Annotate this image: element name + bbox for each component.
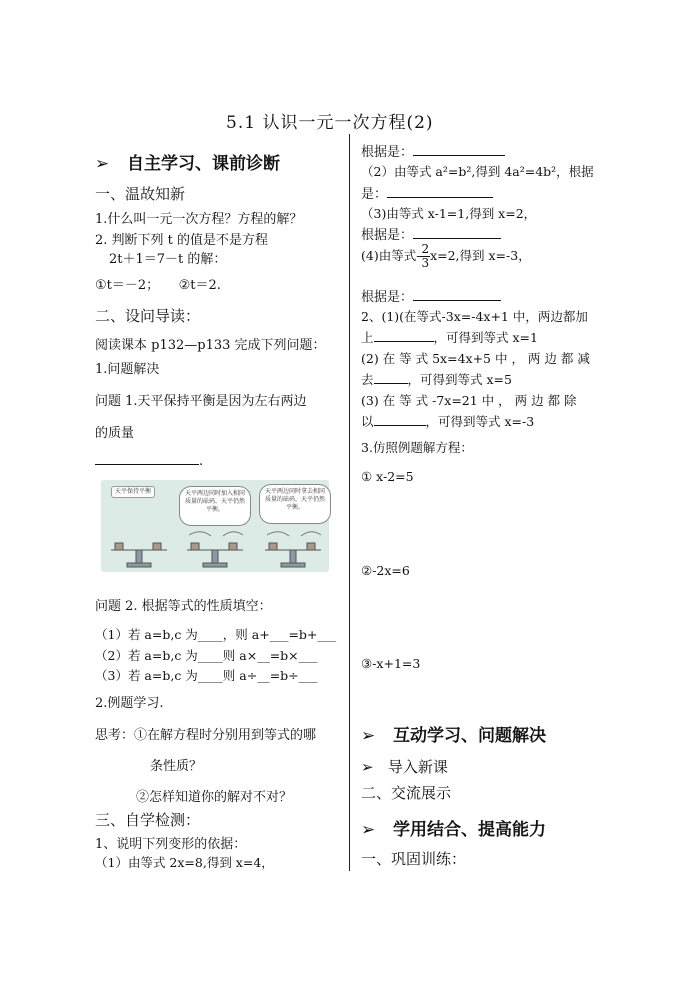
- column-divider: [349, 134, 350, 871]
- blank-period: .: [199, 454, 204, 469]
- review-heading: 一、温故知新: [95, 185, 186, 203]
- balance-scale-figure: [101, 480, 329, 572]
- fill-item-1: （1）若 a=b,c 为____，则 a+___=b+___: [95, 627, 337, 642]
- q2-1-line2: [361, 328, 538, 346]
- equation-1: ① x-2=5: [361, 469, 414, 484]
- label: ，可得到等式 x=1: [433, 330, 538, 345]
- sub-label: 导入新课: [387, 758, 448, 776]
- section-heading-interactive: [361, 721, 546, 746]
- arrow-bullet-icon: ➢: [361, 758, 374, 776]
- arrow-bullet-icon: ➢: [361, 820, 376, 840]
- basis-line-3: [361, 224, 501, 243]
- think-line3: ②怎样知道你的解对不对？: [136, 790, 293, 805]
- question1-line2: 的质量: [95, 426, 135, 441]
- balance-scales-icon: [101, 480, 329, 572]
- label: 上: [361, 330, 374, 345]
- section-heading-apply: [361, 815, 546, 840]
- answer-blank[interactable]: [374, 329, 434, 342]
- example-label: 2.例题学习.: [95, 696, 164, 711]
- think-line2: 条性质？: [150, 759, 203, 774]
- section-heading-label: 互动学习、问题解决: [393, 726, 547, 746]
- basis-label: 根据是：: [361, 290, 414, 305]
- question1-line1: 问题 1.天平保持平衡是因为左右两边: [95, 394, 307, 409]
- item-4-suffix: x=2,得到 x=-3，: [430, 248, 531, 263]
- question1-blank-line: [95, 452, 203, 469]
- sub-consolidate: 一、巩固训练：: [361, 850, 467, 868]
- label: 以: [361, 414, 374, 429]
- sub-exchange: 二、交流展示: [361, 784, 452, 802]
- section-heading-label: 学用结合、提高能力: [393, 820, 547, 840]
- answer-blank[interactable]: [413, 226, 501, 239]
- basis-line-4: [361, 286, 501, 305]
- label: 去: [361, 372, 374, 387]
- review-q2-options: ①t＝－2； ②t＝2.: [95, 278, 221, 293]
- basis-label: 是：: [361, 187, 388, 202]
- basis-label: 根据是：: [361, 228, 414, 243]
- item-3: （3)由等式 x-1=1,得到 x=2，: [361, 206, 537, 221]
- answer-blank[interactable]: [374, 413, 426, 426]
- guide-heading: 二、设问导读：: [95, 307, 201, 325]
- equation-3: ③-x+1=3: [361, 656, 421, 671]
- q3-label: 3.仿照例题解方程：: [361, 440, 473, 455]
- question2: 问题 2. 根据等式的性质填空：: [95, 599, 272, 614]
- q2-2-line2: [361, 370, 512, 388]
- arrow-bullet-icon: ➢: [361, 726, 376, 746]
- item-4-prefix: (4)由等式-: [361, 248, 421, 263]
- answer-blank[interactable]: [413, 288, 501, 301]
- problem-solving-label: 1.问题解决: [95, 362, 160, 377]
- answer-blank[interactable]: [95, 452, 199, 465]
- guide-reading: 阅读课本 p132—p133 完成下列问题：: [95, 338, 326, 353]
- fraction: [420, 243, 430, 270]
- arrow-bullet-icon: ➢: [95, 154, 110, 174]
- review-q1: 1.什么叫一元一次方程？方程的解？: [95, 212, 303, 227]
- answer-blank[interactable]: [374, 371, 408, 384]
- selftest-q1-1: （1）由等式 2x=8,得到 x=4，: [95, 855, 274, 870]
- item-2-basis: [361, 183, 493, 202]
- q2-2-line1: (2) 在 等 式 5x=4x+5 中 ， 两 边 都 减: [361, 351, 590, 366]
- sub-import: [361, 756, 448, 777]
- page-title: 5.1 认识一元一次方程(2): [226, 113, 434, 133]
- review-q2-equation: 2t＋1＝7－t 的解：: [109, 252, 227, 267]
- figure-bubble-remove: 天平两边同时拿去相同质量的砝码，天平仍然平衡。: [259, 484, 331, 524]
- q2-1-line1: 2、(1)(在等式-3x=-4x+1 中，两边都加: [361, 309, 588, 324]
- think-line1: 思考：①在解方程时分别用到等式的哪: [95, 728, 317, 743]
- label: ，可得到等式 x=5: [407, 372, 512, 387]
- q2-3-line1: (3) 在 等 式 -7x=21 中 ， 两 边 都 除: [361, 393, 577, 408]
- review-q2: 2. 判断下列 t 的值是不是方程: [95, 233, 269, 248]
- fill-item-3: （3）若 a=b,c 为____则 a÷__=b÷___: [95, 668, 318, 683]
- fraction-numerator: 2: [421, 242, 430, 256]
- figure-bubble-add: 天平两边同时加入相同质量的砝码，天平仍然平衡。: [179, 486, 251, 526]
- section-heading-self-study: [95, 149, 280, 174]
- fraction-denominator: 3: [421, 256, 430, 270]
- item-2: （2）由等式 a²=b²,得到 4a²=4b²，根据: [361, 164, 594, 179]
- item-4: [361, 243, 531, 270]
- q2-3-line2: [361, 412, 534, 430]
- equation-2: ②-2x=6: [361, 563, 410, 578]
- basis-label: 根据是：: [361, 145, 414, 160]
- section-heading-label: 自主学习、课前诊断: [127, 154, 281, 174]
- fill-item-2: （2）若 a=b,c 为____则 a×__=b×___: [95, 648, 318, 663]
- figure-tag: 天平保持平衡: [111, 486, 155, 498]
- selftest-q1: 1、说明下列变形的依据：: [95, 837, 247, 852]
- answer-blank[interactable]: [387, 185, 493, 198]
- basis-line-1: [361, 141, 505, 160]
- label: ，可得到等式 x=-3: [425, 414, 535, 429]
- selftest-heading: 三、自学检测：: [95, 811, 201, 829]
- answer-blank[interactable]: [413, 143, 505, 156]
